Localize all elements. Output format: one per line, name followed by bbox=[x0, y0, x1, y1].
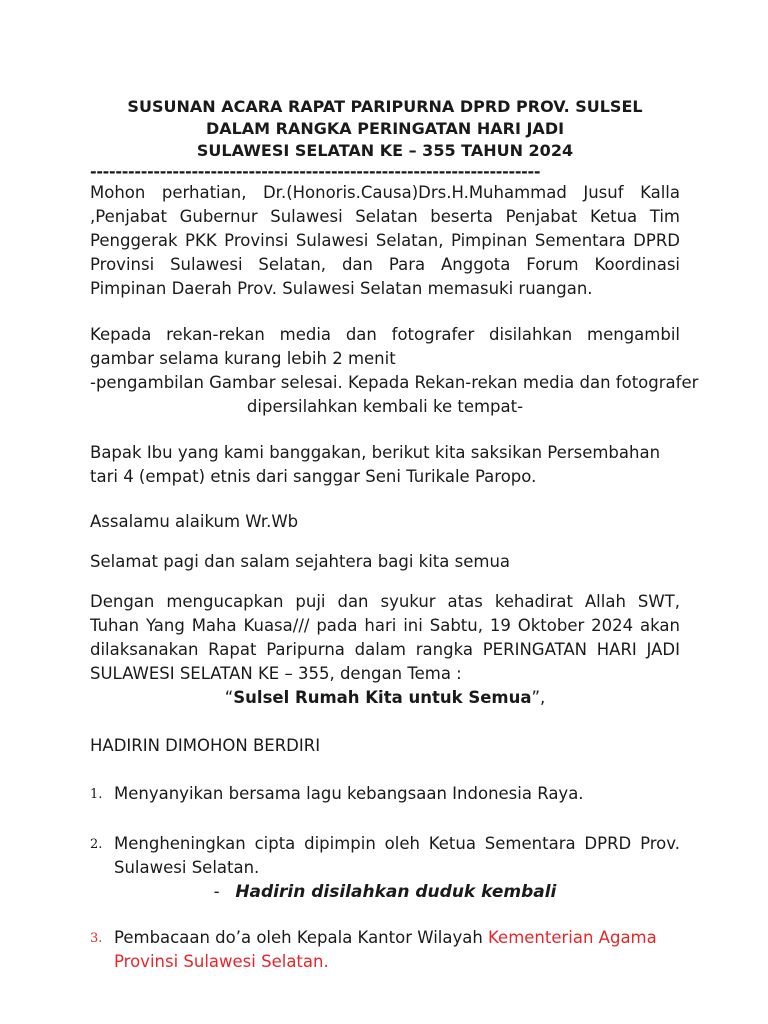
seated-note-text: Hadirin disilahkan duduk kembali bbox=[235, 882, 557, 902]
theme-open-quote: “ bbox=[224, 688, 234, 707]
greeting-selamat-pagi: Selamat pagi dan salam sejahtera bagi kita semua bbox=[90, 552, 511, 571]
seated-note-dash: - bbox=[213, 882, 220, 901]
theme-close-quote: ”, bbox=[531, 688, 546, 707]
agenda-list bbox=[90, 782, 680, 974]
seated-note bbox=[90, 880, 680, 904]
theme-line bbox=[90, 686, 680, 710]
greeting-assalamu: Assalamu alaikum Wr.Wb bbox=[90, 512, 299, 531]
list-text: Menyanyikan bersama lagu kebangsaan Indonesia Raya. bbox=[114, 784, 584, 803]
list-text-highlight: Kementerian Agama Provinsi Sulawesi Selatan. bbox=[114, 928, 657, 971]
divider-line: ----------------------------------------------------------------------- bbox=[90, 163, 541, 181]
list-text-plain: Pembacaan do’a oleh Kepala Kantor Wilayah bbox=[114, 928, 489, 947]
list-text bbox=[114, 926, 680, 974]
paragraph-opening: Mohon perhatian, Dr.(Honoris.Causa)Drs.H.Muhammad Jusuf Kalla ,Penjabat Gubernur Sulawesi Selatan beserta Penjabat Ketua Tim Penggerak PKK Provinsi Sulawesi Selatan, Pimpinan Sementara DPRD Provinsi Sulawesi Selatan, dan Para Anggota Forum Koordinasi Pimpinan Daerah Prov. Sulawesi Selatan memasuki ruangan. bbox=[90, 183, 680, 298]
list-number: 3. bbox=[90, 931, 103, 946]
paragraph-media-note-1: -pengambilan Gambar selesai. Kepada Rekan-rekan media dan fotografer bbox=[90, 373, 699, 392]
paragraph-announcement: Dengan mengucapkan puji dan syukur atas kehadirat Allah SWT, Tuhan Yang Maha Kuasa/// pada hari ini Sabtu, 19 Oktober 2024 akan dilaksanakan Rapat Paripurna dalam rangka PERINGATAN HARI JADI SULAWESI SELATAN KE – 355, dengan Tema : bbox=[90, 592, 680, 683]
list-number: 1. bbox=[90, 787, 103, 802]
paragraph-media-note-2: dipersilahkan kembali ke tempat- bbox=[246, 397, 524, 416]
list-item-1 bbox=[90, 782, 680, 807]
title-line-1: SUSUNAN ACARA RAPAT PARIPURNA DPRD PROV. SULSEL bbox=[127, 97, 643, 116]
theme-text: Sulsel Rumah Kita untuk Semua bbox=[233, 688, 532, 707]
instruction-stand: HADIRIN DIMOHON BERDIRI bbox=[90, 736, 321, 755]
list-item-2 bbox=[90, 832, 680, 880]
paragraph-dance: Bapak Ibu yang kami banggakan, berikut kita saksikan Persembahan tari 4 (empat) etnis dari sanggar Seni Turikale Paropo. bbox=[90, 443, 661, 486]
list-text: Mengheningkan cipta dipimpin oleh Ketua Sementara DPRD Prov. Sulawesi Selatan. bbox=[114, 834, 680, 877]
document-page bbox=[90, 0, 699, 974]
paragraph-media: Kepada rekan-rekan media dan fotografer disilahkan mengambil gambar selama kurang lebih 2 menit bbox=[90, 325, 680, 368]
list-number: 2. bbox=[90, 837, 103, 852]
title-line-3: SULAWESI SELATAN KE – 355 TAHUN 2024 bbox=[196, 141, 574, 160]
list-item-3 bbox=[90, 926, 680, 974]
title-line-2: DALAM RANGKA PERINGATAN HARI JADI bbox=[205, 119, 565, 138]
